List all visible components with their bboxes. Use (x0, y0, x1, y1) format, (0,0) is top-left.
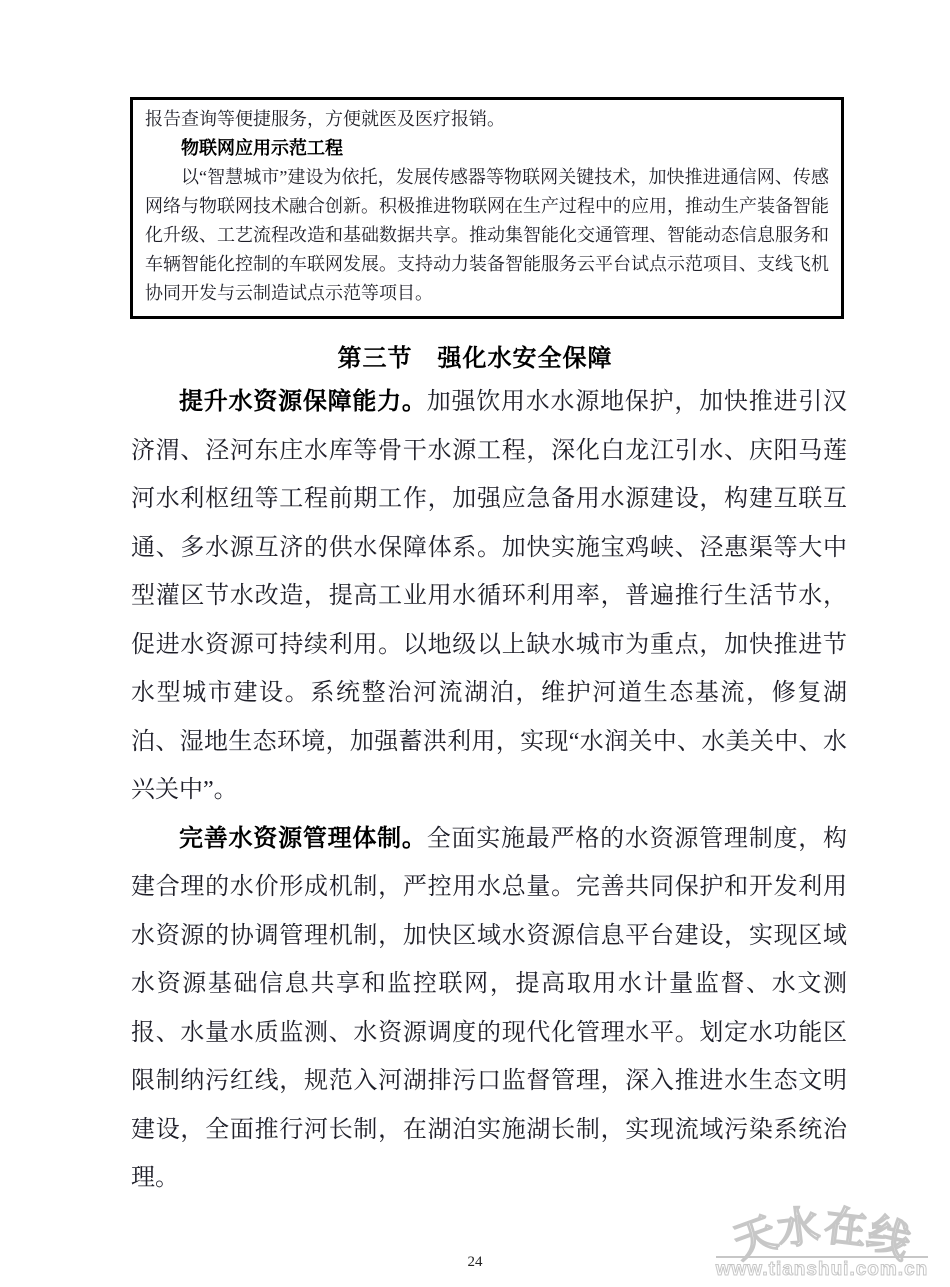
box-continuation-text: 报告查询等便捷服务，方便就医及医疗报销。 (145, 109, 505, 129)
paragraph-lead: 完善水资源管理体制。 (179, 825, 427, 852)
watermark-char: 天 (727, 1210, 784, 1268)
box-paragraph: 以“智慧城市”建设为依托，发展传感器等物联网关键技术，加快推进通信网、传感网络与物联网技术融合创新。积极推进物联网在生产过程中的应用，推动生产装备智能化升级、工艺流程改造和基础数据共享。推动集智能化交通管理、智能动态信息服务和车辆智能化控制的车联网发展。支持动力装备智能服务云平台试点示范项目、支线飞机协同开发与云制造试点示范等项目。 (145, 167, 829, 303)
section-heading: 第三节 强化水安全保障 (337, 346, 613, 372)
paragraph-water-supply-capacity (131, 378, 847, 815)
watermark-url: www.tianshui.com.cn (715, 1259, 929, 1280)
watermark-char: 水 (774, 1203, 823, 1255)
paragraph-lead: 提升水资源保障能力。 (179, 389, 427, 415)
paragraph-text: 全面实施最严格的水资源管理制度，构建合理的水价形成机制，严控用水总量。完善共同保护和开发利用水资源的协调管理机制，加快区域水资源信息平台建设，实现区域水资源基础信息共享和监控联网，提高取用水计量监督、水文测报、水量水质监测、水资源调度的现代化管理水平。划定水功能区限制纳污红线，规范入河湖排污口监督管理，深入推进水生态文明建设，全面推行河长制，在湖泊实施湖长制，实现流域污染系统治理。 (131, 825, 848, 1191)
paragraph-text: 加强饮用水水源地保护，加快推进引汉济渭、泾河东庄水库等骨干水源工程，深化白龙江引水、庆阳马莲河水利枢纽等工程前期工作，加强应急备用水源建设，构建互联互通、多水源互济的供水保障体系。加快实施宝鸡峡、泾惠渠等大中型灌区节水改造，提高工业用水循环利用率，普遍推行生活节水，促进水资源可持续利用。以地级以上缺水城市为重点，加快推进节水型城市建设。系统整治河流湖泊，维护河道生态基流，修复湖泊、湿地生态环境，加强蓄洪利用，实现“水润关中、水美关中、水兴关中”。 (131, 389, 848, 803)
watermark-logo-text (702, 1194, 942, 1268)
watermark-char: 线 (860, 1210, 917, 1268)
page-number: 24 (467, 1254, 483, 1270)
iot-project-callout-box (130, 97, 844, 319)
watermark-char: 在 (821, 1203, 870, 1255)
box-title: 物联网应用示范工程 (181, 138, 343, 158)
section-body (131, 378, 847, 1203)
paragraph-water-management-system (131, 815, 847, 1203)
